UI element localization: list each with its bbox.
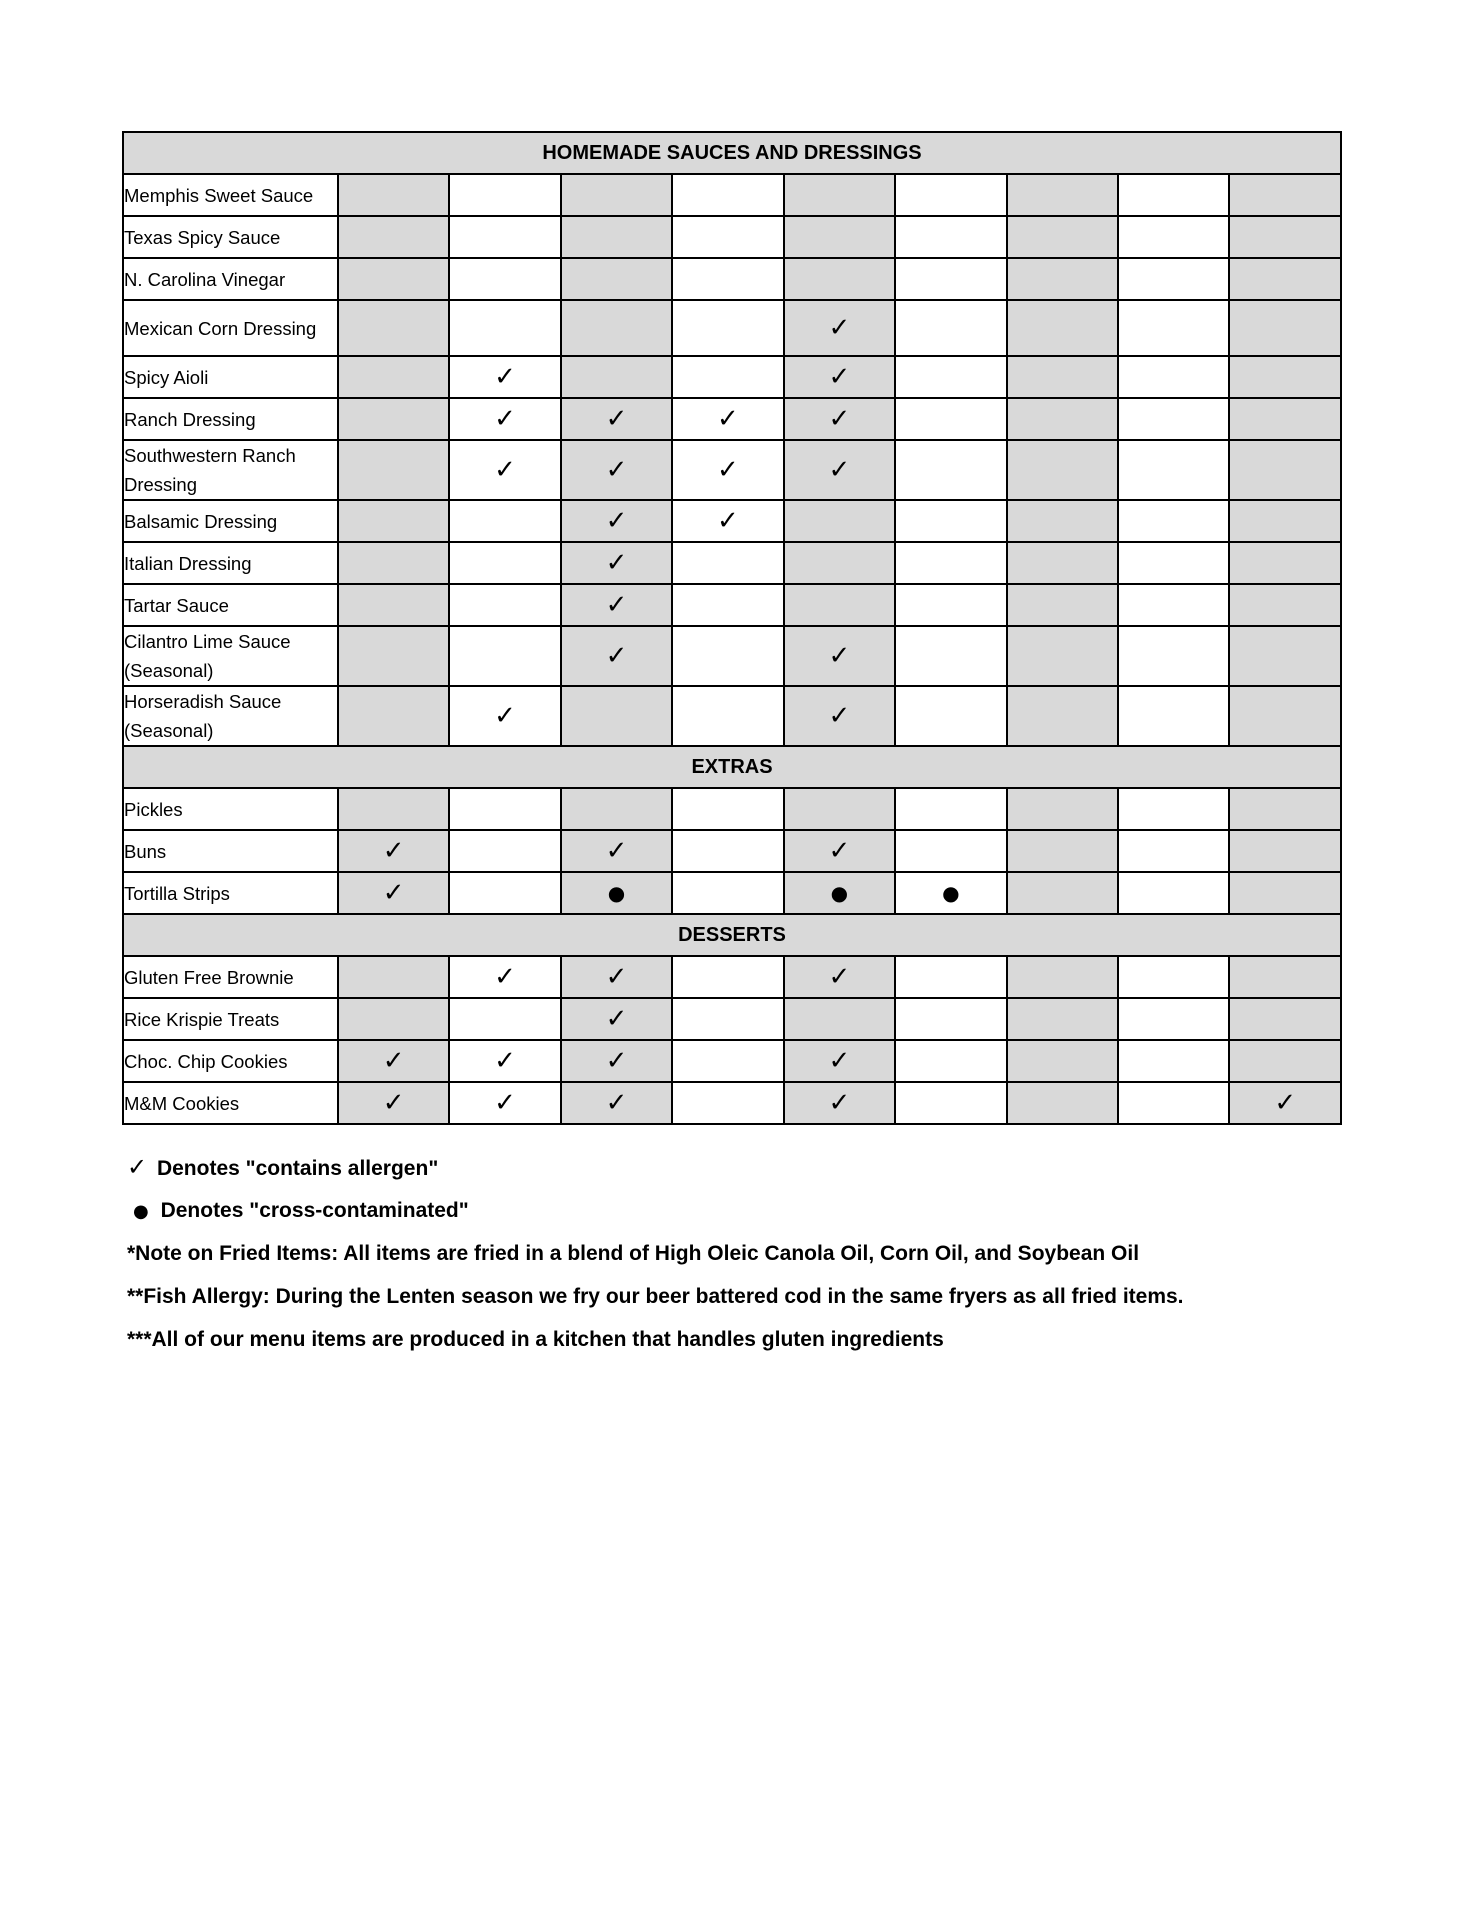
empty-cell [1007,356,1118,398]
check-icon: ✓ [338,1040,449,1082]
dot-icon: ● [895,872,1006,914]
table-row [123,258,1341,300]
empty-cell [895,174,1006,216]
empty-cell [449,174,560,216]
empty-cell [449,788,560,830]
allergen-table [122,131,1342,1125]
empty-cell [1229,686,1341,746]
check-icon: ✓ [449,356,560,398]
check-icon: ✓ [561,398,672,440]
dot-icon: ● [784,872,895,914]
legend [127,1146,1377,1361]
empty-cell [338,440,449,500]
item-name: M&M Cookies [123,1082,338,1124]
empty-cell [1118,686,1229,746]
check-icon: ✓ [338,1082,449,1124]
item-name: Ranch Dressing [123,398,338,440]
item-name: Horseradish Sauce (Seasonal) [123,686,338,746]
legend-dot-line [127,1189,1377,1232]
empty-cell [1007,998,1118,1040]
check-icon: ✓ [449,398,560,440]
empty-cell [561,258,672,300]
empty-cell [449,872,560,914]
empty-cell [672,216,783,258]
empty-cell [338,174,449,216]
check-icon: ✓ [672,440,783,500]
section-header-row [123,914,1341,956]
empty-cell [338,398,449,440]
empty-cell [449,998,560,1040]
check-icon: ✓ [449,686,560,746]
check-icon: ✓ [784,1082,895,1124]
empty-cell [672,626,783,686]
empty-cell [1118,500,1229,542]
empty-cell [1229,258,1341,300]
empty-cell [895,300,1006,356]
section-header-row [123,132,1341,174]
empty-cell [449,300,560,356]
check-icon: ✓ [672,500,783,542]
empty-cell [1229,788,1341,830]
item-name: Cilantro Lime Sauce (Seasonal) [123,626,338,686]
empty-cell [895,398,1006,440]
empty-cell [338,356,449,398]
empty-cell [1229,998,1341,1040]
empty-cell [1229,356,1341,398]
check-icon: ✓ [338,872,449,914]
table-row [123,956,1341,998]
empty-cell [1229,584,1341,626]
empty-cell [1229,1040,1341,1082]
section-title: EXTRAS [123,746,1341,788]
item-name: Balsamic Dressing [123,500,338,542]
check-icon: ✓ [784,440,895,500]
empty-cell [1007,542,1118,584]
empty-cell [895,1040,1006,1082]
table-row [123,174,1341,216]
empty-cell [1118,956,1229,998]
empty-cell [338,258,449,300]
empty-cell [1007,300,1118,356]
empty-cell [784,998,895,1040]
check-icon: ✓ [784,300,895,356]
table-row [123,584,1341,626]
check-icon: ✓ [449,440,560,500]
item-name: N. Carolina Vinegar [123,258,338,300]
item-name: Buns [123,830,338,872]
check-icon: ✓ [784,686,895,746]
empty-cell [1007,500,1118,542]
empty-cell [338,626,449,686]
table-body [123,132,1341,1124]
item-name: Tartar Sauce [123,584,338,626]
empty-cell [784,500,895,542]
empty-cell [895,440,1006,500]
empty-cell [1118,398,1229,440]
empty-cell [784,174,895,216]
empty-cell [1007,626,1118,686]
table-row [123,500,1341,542]
check-icon: ✓ [561,500,672,542]
note-fried-items: *Note on Fried Items: All items are fried in a blend of High Oleic Canola Oil, Corn Oil, and Soybean Oil [127,1242,1140,1265]
empty-cell [449,500,560,542]
empty-cell [895,1082,1006,1124]
check-icon: ✓ [127,1153,148,1181]
empty-cell [1118,872,1229,914]
empty-cell [895,788,1006,830]
check-icon: ✓ [561,440,672,500]
table-row [123,872,1341,914]
empty-cell [1229,216,1341,258]
empty-cell [1007,398,1118,440]
check-icon: ✓ [449,956,560,998]
empty-cell [338,956,449,998]
empty-cell [1007,1082,1118,1124]
table-row [123,830,1341,872]
empty-cell [338,216,449,258]
section-header-row [123,746,1341,788]
check-icon: ✓ [449,1082,560,1124]
empty-cell [895,258,1006,300]
empty-cell [1229,500,1341,542]
empty-cell [672,830,783,872]
empty-cell [1118,542,1229,584]
item-name: Rice Krispie Treats [123,998,338,1040]
empty-cell [338,300,449,356]
empty-cell [561,686,672,746]
empty-cell [895,584,1006,626]
empty-cell [672,542,783,584]
empty-cell [1118,440,1229,500]
empty-cell [1229,542,1341,584]
section-title: DESSERTS [123,914,1341,956]
empty-cell [449,542,560,584]
empty-cell [449,258,560,300]
empty-cell [1229,956,1341,998]
dot-icon: ● [133,1201,149,1222]
check-icon: ✓ [784,956,895,998]
note-gluten: ***All of our menu items are produced in a kitchen that handles gluten ingredients [127,1328,944,1351]
empty-cell [1118,626,1229,686]
empty-cell [1118,998,1229,1040]
empty-cell [1007,872,1118,914]
check-icon: ✓ [561,626,672,686]
item-name: Gluten Free Brownie [123,956,338,998]
item-name: Pickles [123,788,338,830]
empty-cell [672,872,783,914]
empty-cell [895,542,1006,584]
table-row [123,356,1341,398]
empty-cell [895,998,1006,1040]
table-row [123,1082,1341,1124]
table-row [123,398,1341,440]
empty-cell [1007,258,1118,300]
empty-cell [1007,174,1118,216]
empty-cell [1118,1040,1229,1082]
check-icon: ✓ [784,356,895,398]
empty-cell [895,356,1006,398]
check-icon: ✓ [784,398,895,440]
empty-cell [1229,830,1341,872]
empty-cell [1229,626,1341,686]
empty-cell [338,998,449,1040]
empty-cell [672,998,783,1040]
empty-cell [1118,1082,1229,1124]
check-icon: ✓ [561,1040,672,1082]
table-row [123,998,1341,1040]
section-title: HOMEMADE SAUCES AND DRESSINGS [123,132,1341,174]
empty-cell [895,686,1006,746]
empty-cell [1118,584,1229,626]
check-icon: ✓ [784,626,895,686]
check-icon: ✓ [561,830,672,872]
table-row [123,1040,1341,1082]
empty-cell [895,216,1006,258]
item-name: Mexican Corn Dressing [123,300,338,356]
empty-cell [672,1040,783,1082]
item-name: Choc. Chip Cookies [123,1040,338,1082]
table-row [123,788,1341,830]
legend-check-text: Denotes "contains allergen" [156,1157,439,1180]
empty-cell [338,542,449,584]
empty-cell [338,500,449,542]
empty-cell [784,216,895,258]
empty-cell [1007,956,1118,998]
check-icon: ✓ [561,584,672,626]
table-row [123,686,1341,746]
empty-cell [449,584,560,626]
empty-cell [1007,1040,1118,1082]
empty-cell [1118,258,1229,300]
check-icon: ✓ [672,398,783,440]
empty-cell [784,788,895,830]
item-name: Tortilla Strips [123,872,338,914]
dot-icon: ● [561,872,672,914]
table-row [123,300,1341,356]
empty-cell [338,584,449,626]
empty-cell [561,788,672,830]
empty-cell [1229,300,1341,356]
empty-cell [672,300,783,356]
check-icon: ✓ [561,1082,672,1124]
empty-cell [1118,216,1229,258]
empty-cell [1229,398,1341,440]
empty-cell [672,956,783,998]
empty-cell [561,174,672,216]
empty-cell [672,584,783,626]
empty-cell [561,216,672,258]
empty-cell [449,626,560,686]
table-row [123,626,1341,686]
empty-cell [1229,872,1341,914]
empty-cell [784,584,895,626]
empty-cell [784,542,895,584]
empty-cell [449,830,560,872]
check-icon: ✓ [561,998,672,1040]
empty-cell [895,956,1006,998]
empty-cell [1007,584,1118,626]
empty-cell [672,1082,783,1124]
empty-cell [561,300,672,356]
empty-cell [672,356,783,398]
legend-dot-text: Denotes "cross-contaminated" [160,1199,469,1222]
table-row [123,216,1341,258]
check-icon: ✓ [1229,1082,1341,1124]
empty-cell [1118,788,1229,830]
empty-cell [449,216,560,258]
item-name: Southwestern Ranch Dressing [123,440,338,500]
item-name: Memphis Sweet Sauce [123,174,338,216]
empty-cell [895,830,1006,872]
empty-cell [1118,300,1229,356]
empty-cell [1007,830,1118,872]
check-icon: ✓ [561,956,672,998]
empty-cell [1118,356,1229,398]
check-icon: ✓ [784,830,895,872]
item-name: Spicy Aioli [123,356,338,398]
empty-cell [338,686,449,746]
item-name: Italian Dressing [123,542,338,584]
empty-cell [561,356,672,398]
check-icon: ✓ [338,830,449,872]
check-icon: ✓ [449,1040,560,1082]
check-icon: ✓ [784,1040,895,1082]
empty-cell [1229,174,1341,216]
table-row [123,542,1341,584]
empty-cell [672,788,783,830]
empty-cell [895,500,1006,542]
empty-cell [338,788,449,830]
table-row [123,440,1341,500]
empty-cell [1118,830,1229,872]
empty-cell [672,686,783,746]
empty-cell [1229,440,1341,500]
empty-cell [1007,440,1118,500]
empty-cell [672,258,783,300]
empty-cell [1118,174,1229,216]
empty-cell [895,626,1006,686]
item-name: Texas Spicy Sauce [123,216,338,258]
empty-cell [1007,788,1118,830]
empty-cell [672,174,783,216]
empty-cell [1007,216,1118,258]
empty-cell [1007,686,1118,746]
legend-check-line [127,1146,1377,1189]
check-icon: ✓ [561,542,672,584]
empty-cell [784,258,895,300]
note-fish-allergy: **Fish Allergy: During the Lenten season we fry our beer battered cod in the same fryers as all fried items. [127,1285,1184,1308]
